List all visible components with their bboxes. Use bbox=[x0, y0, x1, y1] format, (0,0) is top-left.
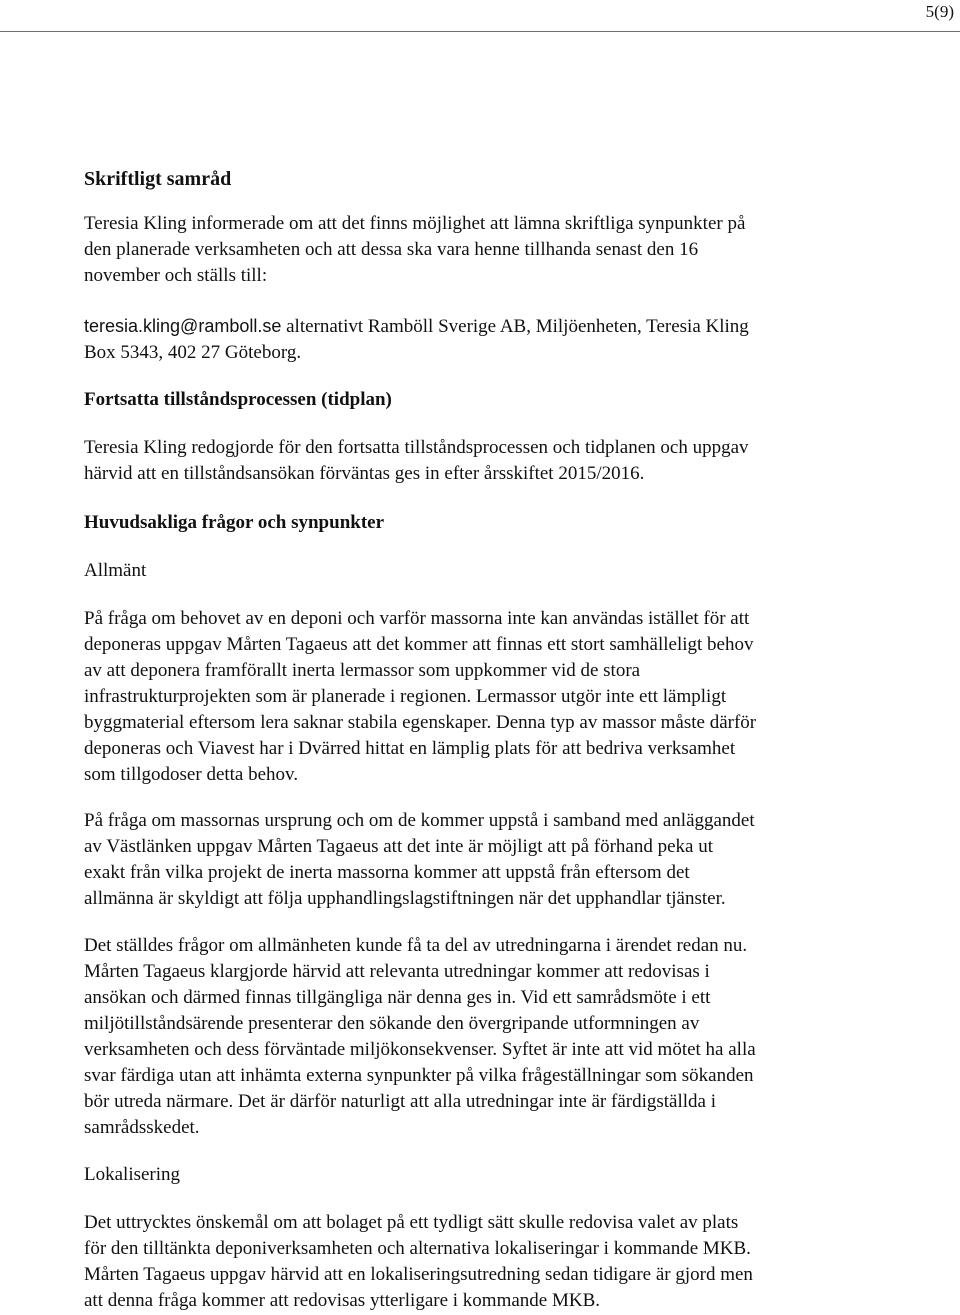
text-line: ansökan och därmed finnas tillgängliga när denna ges in. Vid ett samrådsmöte i ett bbox=[84, 987, 711, 1008]
text-line: allmänna är skyldigt att följa upphandlingslagstiftningen när det upphandlar tjänster. bbox=[84, 888, 726, 909]
text-line: Mårten Tagaeus uppgav härvid att en lokaliseringsutredning sedan tidigare är gjord men bbox=[84, 1264, 753, 1285]
paragraph-massornas-ursprung bbox=[84, 808, 884, 912]
page-number: 5(9) bbox=[925, 2, 954, 21]
heading-skriftligt-samrad: Skriftligt samråd bbox=[84, 168, 232, 190]
postal-address: Box 5343, 402 27 Göteborg. bbox=[84, 342, 302, 363]
text-line: Teresia Kling informerade om att det finns möjlighet att lämna skriftliga synpunkter på bbox=[84, 213, 746, 234]
text-line: samrådsskedet. bbox=[84, 1117, 200, 1138]
paragraph-lokalisering bbox=[84, 1210, 884, 1314]
text-line: infrastrukturprojekten som är planerade i regionen. Lermassor utgör inte ett lämpligt bbox=[84, 686, 727, 707]
text-line: av att deponera framförallt inerta lermassor som uppkommer vid de stora bbox=[84, 660, 641, 681]
text-line: att denna fråga kommer att redovisas ytterligare i kommande MKB. bbox=[84, 1290, 601, 1311]
text-line: deponeras och Viavest har i Dvärred hittat en lämplig plats för att bedriva verksamhet bbox=[84, 738, 736, 759]
paragraph-behov-deponi bbox=[84, 606, 884, 788]
paragraph-fortsatta bbox=[84, 435, 884, 487]
contact-block bbox=[84, 313, 884, 366]
text-line: Det uttrycktes önskemål om att bolaget på ett tydligt sätt skulle redovisa valet av plats bbox=[84, 1212, 739, 1233]
subheading-allmant: Allmänt bbox=[84, 560, 147, 581]
text-line: deponeras uppgav Mårten Tagaeus att det kommer att finnas ett stort samhälleligt behov bbox=[84, 634, 754, 655]
email-link[interactable]: teresia.kling@ramboll.se bbox=[84, 316, 282, 336]
text-line: På fråga om behovet av en deponi och varför massorna inte kan användas istället för att bbox=[84, 608, 750, 629]
text-line: av Västlänken uppgav Mårten Tagaeus att det inte är möjligt att på förhand peka ut bbox=[84, 836, 713, 857]
heading-fortsatta-tillstandsprocessen: Fortsatta tillståndsprocessen (tidplan) bbox=[84, 389, 392, 410]
text-line: Teresia Kling redogjorde för den fortsatta tillståndsprocessen och tidplanen och uppgav bbox=[84, 437, 749, 458]
text-line: bör utreda närmare. Det är därför naturligt att alla utredningar inte är färdigställda i bbox=[84, 1091, 717, 1112]
text-line: den planerade verksamheten och att dessa ska vara henne tillhanda senast den 16 bbox=[84, 239, 699, 260]
text-line: svar färdiga utan att inhämta externa synpunkter på vilka frågeställningar som sökanden bbox=[84, 1065, 754, 1086]
subheading-lokalisering: Lokalisering bbox=[84, 1164, 181, 1185]
heading-huvudsakliga-fragor: Huvudsakliga frågor och synpunkter bbox=[84, 512, 385, 533]
text-line: Mårten Tagaeus klargjorde härvid att relevanta utredningar kommer att redovisas i bbox=[84, 961, 710, 982]
paragraph-utredningar bbox=[84, 933, 884, 1141]
contact-text: alternativt Ramböll Sverige AB, Miljöenheten, Teresia Kling bbox=[281, 316, 749, 337]
text-line: för den tilltänkta deponiverksamheten och alternativa lokaliseringar i kommande MKB. bbox=[84, 1238, 751, 1259]
text-line: verksamheten och dess förväntade miljökonsekvenser. Syftet är inte att vid mötet ha alla bbox=[84, 1039, 756, 1060]
text-line: som tillgodoser detta behov. bbox=[84, 764, 299, 785]
header-divider bbox=[0, 31, 960, 32]
text-line: byggmaterial eftersom lera saknar stabila egenskaper. Denna typ av massor måste därför bbox=[84, 712, 757, 733]
paragraph-skriftligt bbox=[84, 211, 884, 289]
text-line: På fråga om massornas ursprung och om de kommer uppstå i samband med anläggandet bbox=[84, 810, 755, 831]
text-line: november och ställs till: bbox=[84, 265, 268, 286]
text-line: Det ställdes frågor om allmänheten kunde få ta del av utredningarna i ärendet redan nu. bbox=[84, 935, 748, 956]
text-line: miljötillståndsärende presenterar den sökande den övergripande utformningen av bbox=[84, 1013, 700, 1034]
contact-line bbox=[84, 313, 884, 340]
text-line: härvid att en tillståndsansökan förväntas ges in efter årsskiftet 2015/2016. bbox=[84, 463, 645, 484]
text-line: exakt från vilka projekt de inerta massorna kommer att uppstå från eftersom det bbox=[84, 862, 690, 883]
